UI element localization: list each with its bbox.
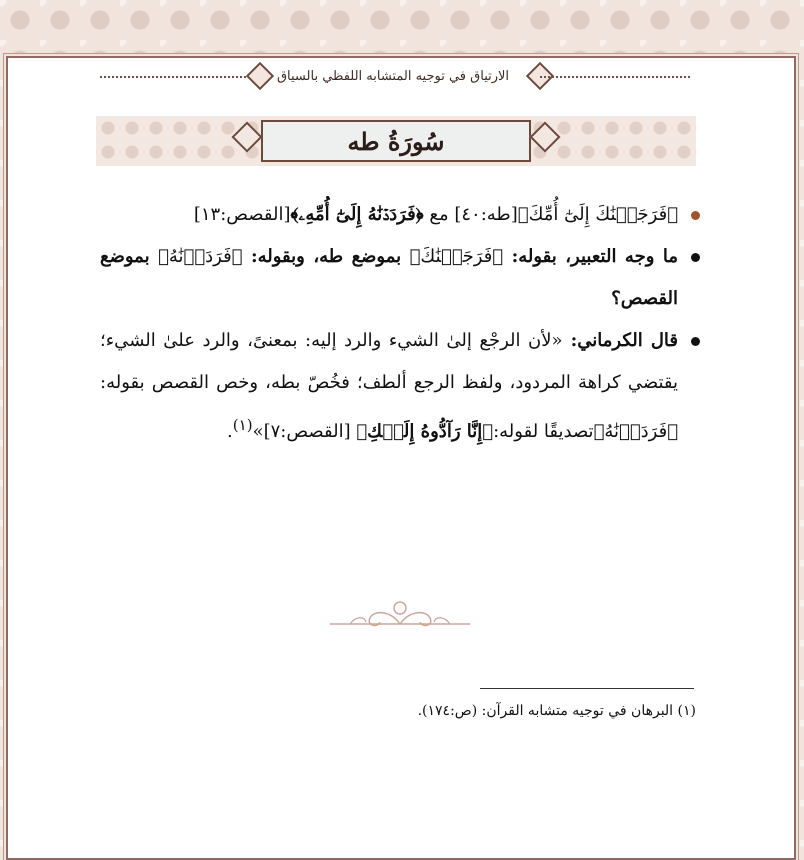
- header-dotted-rule-right: [540, 76, 690, 78]
- sura-banner: [96, 116, 696, 166]
- verse-reference: [القصص:٧]»: [252, 421, 351, 442]
- cartouche-cap-right-icon: [529, 121, 560, 152]
- quran-verse: ﴿إِنَّا رَآدُّوهُ إِلَيۡكِ﴾: [356, 421, 494, 442]
- running-header: [100, 64, 690, 88]
- bullet-icon: [691, 337, 700, 346]
- header-dotted-rule-left: [100, 76, 250, 78]
- question-tail: بموضع القصص؟: [100, 246, 678, 309]
- quote-text: «لأن الرجْع إلىٰ الشيء والرد إليه: بمعنىً، والرد علىٰ الشيء؛ يقتضي كراهة المردود، ولفظ الرجع ألطف؛ فخُصّ بطه، وخص القصص بقوله:: [100, 330, 678, 393]
- quran-verse: ﴿فَرَجَعۡنَٰكَ إِلَىٰٓ أُمِّكَ﴾: [517, 204, 678, 225]
- footnote-separator: [480, 688, 694, 689]
- main-text: [100, 194, 700, 453]
- page-sheet: [6, 56, 796, 860]
- quran-verse: ﴿فَرَدَدۡنَٰهُ﴾: [593, 421, 678, 442]
- floral-divider-icon: [330, 596, 470, 636]
- sura-title: سُورَةُ طه: [261, 120, 531, 162]
- footnote-mark[interactable]: (١): [232, 416, 253, 434]
- question-lead: ما وجه التعبير، بقوله:: [503, 246, 678, 267]
- connector-text: مع: [423, 204, 455, 225]
- quran-verse: ﴿فَرَدَدۡنَٰهُ إِلَىٰٓ أُمِّهِۦ﴾: [290, 204, 424, 225]
- bullet-icon: [691, 253, 700, 262]
- running-title: الارتياق في توجيه المتشابه اللفظي بالسياق: [276, 68, 510, 84]
- list-item: [100, 236, 700, 320]
- verse-reference: [طه:٤٠]: [454, 204, 518, 225]
- bullet-icon: [691, 211, 700, 220]
- quran-verse: ﴿فَرَدَدۡنَٰهُ﴾: [158, 246, 243, 267]
- question-mid: بموضع طه، وبقوله:: [242, 246, 410, 267]
- cartouche-cap-left-icon: [231, 121, 262, 152]
- verse-reference: [القصص:١٣]: [193, 204, 291, 225]
- quote-author: قال الكرماني:: [562, 330, 679, 351]
- sentence-end: .: [227, 421, 233, 442]
- footnote: (١) البرهان في توجيه متشابه القرآن: (ص:١٧٤).: [417, 703, 696, 719]
- list-item: [100, 320, 700, 453]
- quote-text: تصديقًا لقوله:: [493, 421, 594, 442]
- quran-verse: ﴿فَرَجَعۡنَٰكَ﴾: [409, 246, 504, 267]
- list-item: [100, 194, 700, 236]
